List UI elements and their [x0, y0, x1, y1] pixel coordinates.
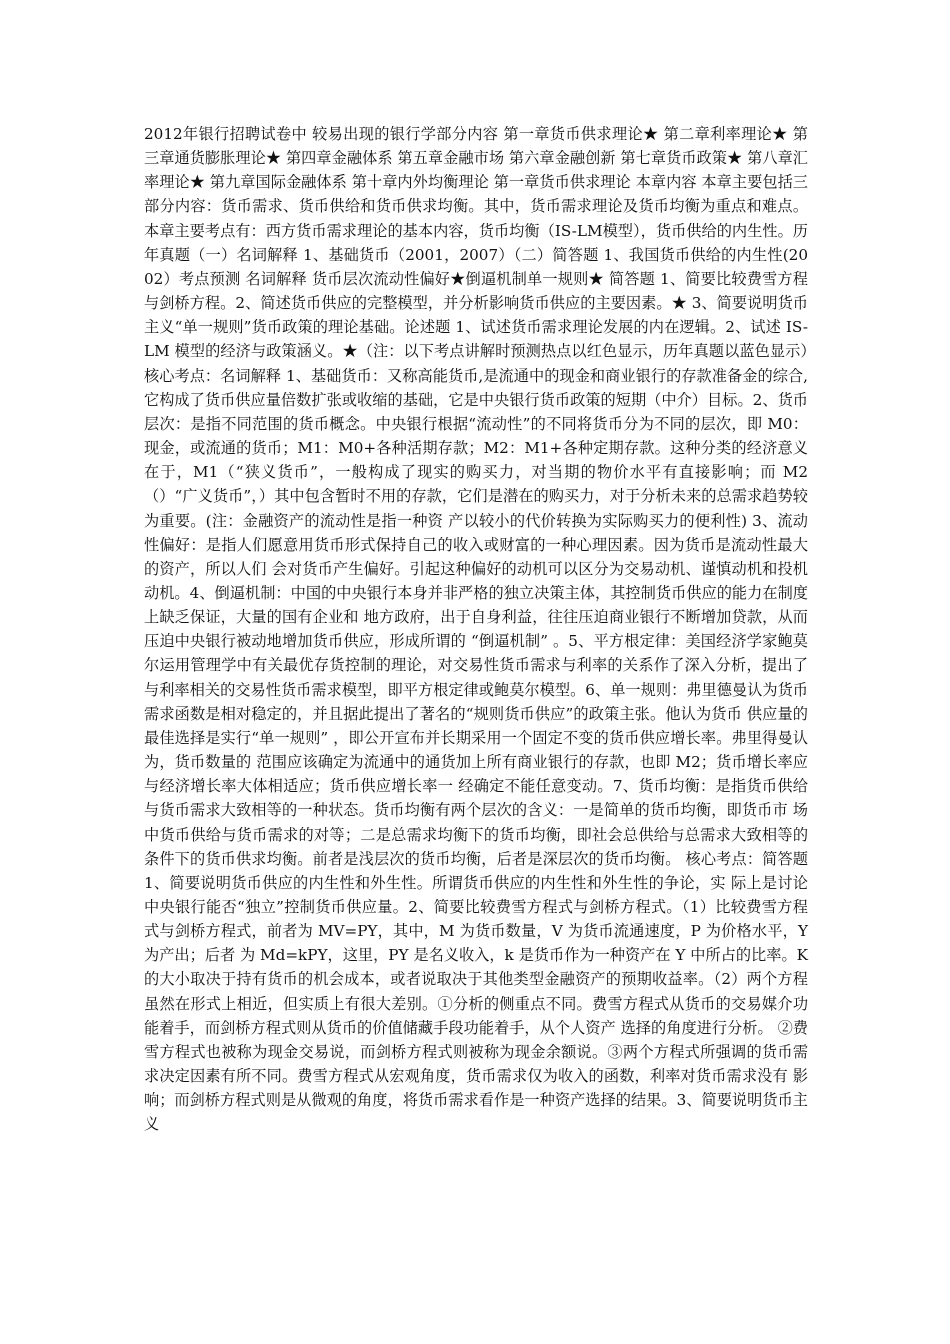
document-page — [144, 122, 808, 1137]
body-paragraph: 2012年银行招聘试卷中 较易出现的银行学部分内容 第一章货币供求理论★ 第二章利率理论★ 第三章通货膨胀理论★ 第四章金融体系 第五章金融市场 第六章金融创新 第七章货币政策★ 第八章汇率理论★ 第九章国际金融体系 第十章内外均衡理论 第一章货币供求理论 本章内容 本章主要包括三部分内容：货币需求、货币供给和货币供求均衡。其中，货币需求理论及货币均衡为重点和难点。本章主要考点有：西方货币需求理论的基本内容，货币均衡（IS-LM模型），货币供给的内生性。历年真题（一）名词解释 1、基础货币（2001，2007）（二）简答题 1、我国货币供给的内生性(2002）考点预测 名词解释 货币层次流动性偏好★倒逼机制单一规则★ 简答题 1、简要比较费雪方程与剑桥方程。2、简述货币供应的完整模型，并分析影响货币供应的主要因素。★ 3、简要说明货币主义“单一规则”货币政策的理论基础。论述题 1、试述货币需求理论发展的内在逻辑。2、试述 IS-LM 模型的经济与政策涵义。★（注：以下考点讲解时预测热点以红色显示，历年真题以蓝色显示）核心考点：名词解释 1、基础货币：又称高能货币,是流通中的现金和商业银行的存款准备金的综合,它构成了货币供应量倍数扩张或收缩的基础，它是中央银行货币政策的短期（中介）目标。2、货币层次：是指不同范围的货币概念。中央银行根据“流动性”的不同将货币分为不同的层次，即 M0：现金，或流通的货币；M1：M0+各种活期存款；M2：M1+各种定期存款。这种分类的经济意义在于，M1（“狭义货币”，一般构成了现实的购买力，对当期的物价水平有直接影响；而 M2（）“广义货币”，）其中包含暂时不用的存款，它们是潜在的购买力，对于分析未来的总需求趋势较为重要。(注：金融资产的流动性是指一种资 产以较小的代价转换为实际购买力的便利性) 3、流动性偏好：是指人们愿意用货币形式保持自己的收入或财富的一种心理因素。因为货币是流动性最大的资产，所以人们 会对货币产生偏好。引起这种偏好的动机可以区分为交易动机、谨慎动机和投机动机。4、倒逼机制：中国的中央银行本身并非严格的独立决策主体，其控制货币供应的能力在制度上缺乏保证，大量的国有企业和 地方政府，出于自身利益，往往压迫商业银行不断增加贷款，从而压迫中央银行被动地增加货币供应，形成所谓的 “倒逼机制” 。5、平方根定律：美国经济学家鲍莫尔运用管理学中有关最优存货控制的理论，对交易性货币需求与利率的关系作了深入分析，提出了与利率相关的交易性货币需求模型，即平方根定律或鲍莫尔模型。6、单一规则：弗里德曼认为货币需求函数是相对稳定的，并且据此提出了著名的“规则货币供应”的政策主张。他认为货币 供应量的最佳选择是实行“单一规则” ，即公开宣布并长期采用一个固定不变的货币供应增长率。弗里得曼认为，货币数量的 范围应该确定为流通中的通货加上所有商业银行的存款，也即 M2；货币增长率应与经济增长率大体相适应；货币供应增长率一 经确定不能任意变动。7、货币均衡：是指货币供给与货币需求大致相等的一种状态。货币均衡有两个层次的含义：一是简单的货币均衡，即货币市 场中货币供给与货币需求的对等；二是总需求均衡下的货币均衡，即社会总供给与总需求大致相等的条件下的货币供求均衡。前者是浅层次的货币均衡，后者是深层次的货币均衡。 核心考点：简答题 1、简要说明货币供应的内生性和外生性。所谓货币供应的内生性和外生性的争论，实 际上是讨论中央银行能否“独立”控制货币供应量。2、简要比较费雪方程式与剑桥方程式。（1）比较费雪方程式与剑桥方程式，前者为 MV=PY，其中，M 为货币数量，V 为货币流通速度，P 为价格水平，Y 为产出；后者 为 Md=kPY，这里，PY 是名义收入，k 是货币作为一种资产在 Y 中所占的比率。K 的大小取决于持有货币的机会成本，或者说取决于其他类型金融资产的预期收益率。（2）两个方程虽然在形式上相近，但实质上有很大差别。①分析的侧重点不同。费雪方程式从货币的交易媒介功能着手，而剑桥方程式则从货币的价值储藏手段功能着手，从个人资产 选择的角度进行分析。 ②费雪方程式也被称为现金交易说，而剑桥方程式则被称为现金余额说。③两个方程式所强调的货币需求决定因素有所不同。费雪方程式从宏观角度，货币需求仅为收入的函数，利率对货币需求没有 影响；而剑桥方程式则是从微观的角度，将货币需求看作是一种资产选择的结果。3、简要说明货币主义 — [144, 125, 808, 1134]
